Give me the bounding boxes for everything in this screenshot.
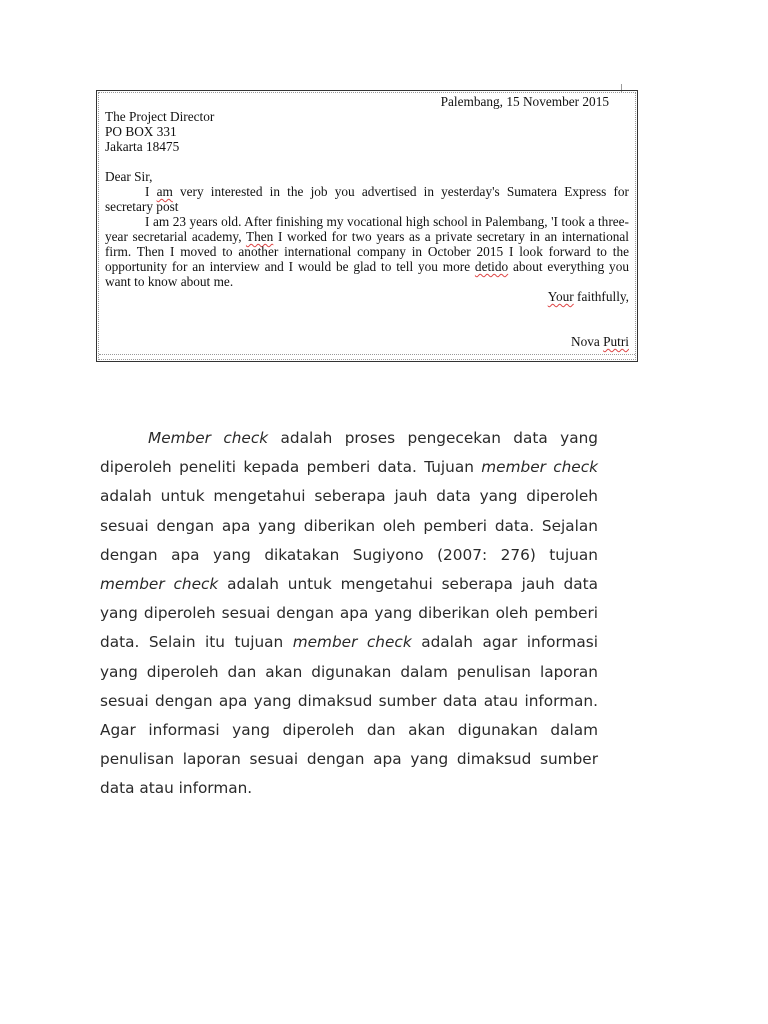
letter-paragraph-2 bbox=[105, 214, 629, 289]
italic-run: member check bbox=[481, 458, 598, 477]
letter-box bbox=[96, 90, 638, 362]
margin-guide-line bbox=[99, 354, 635, 355]
text-run: I worked for two years as a private secretary in an international firm. Then I moved to another international company in October 2015 I look forward to the opportunity for an interview and I would be glad to tell you more bbox=[105, 229, 629, 274]
spellcheck-word: am bbox=[156, 184, 173, 199]
text-run: I bbox=[145, 184, 157, 199]
text-run: adalah proses pengecekan data yang diperoleh peneliti kepada pemberi data. Tujuan bbox=[100, 429, 598, 477]
spellcheck-word: Putri bbox=[603, 334, 629, 349]
text-run: faithfully, bbox=[573, 289, 629, 304]
blank-line bbox=[105, 154, 629, 169]
italic-run: member check bbox=[100, 575, 219, 594]
spellcheck-word: Your bbox=[547, 289, 574, 304]
text-run: adalah untuk mengetahui seberapa jauh data yang diperoleh sesuai dengan apa yang diberikan oleh pemberi data. Sejalan dengan apa yang dikatakan Sugiyono (2007: 276) tujuan bbox=[100, 487, 598, 564]
italic-run: member check bbox=[292, 633, 412, 652]
letter-closing bbox=[105, 289, 629, 304]
salutation: Dear Sir, bbox=[105, 169, 153, 184]
text-run: very interested in the job you advertised in yesterday's Sumatera Express for secretary post bbox=[105, 184, 629, 214]
essay-body bbox=[100, 424, 598, 804]
recipient-line: The Project Director bbox=[105, 109, 215, 124]
italic-run: Member check bbox=[148, 429, 269, 447]
recipient-line: Jakarta 18475 bbox=[105, 139, 180, 154]
text-run: Nova bbox=[570, 334, 604, 349]
spellcheck-word: Then bbox=[245, 229, 274, 244]
text-run: adalah agar informasi yang diperoleh dan akan digunakan dalam penulisan laporan sesuai dengan apa yang dimaksud sumber data atau informan. Agar informasi yang diperoleh dan akan digunakan dalam penulisan laporan sesuai dengan apa yang dimaksud sumber data atau informan. bbox=[100, 633, 598, 798]
text-run: about everything you want to know about me. bbox=[105, 259, 629, 289]
letter-signature bbox=[571, 334, 629, 349]
text-run: adalah untuk mengetahui seberapa jauh data yang diperoleh sesuai dengan apa yang diberikan oleh pemberi data. Selain itu tujuan bbox=[100, 575, 599, 652]
text-run: I am 23 years old. After finishing my vocational high school in Palembang, 'I took a three-year secretarial academy, bbox=[105, 214, 629, 244]
letter-paragraph-1 bbox=[105, 184, 629, 214]
essay-paragraph bbox=[100, 424, 598, 804]
recipient-line: PO BOX 331 bbox=[105, 124, 177, 139]
spellcheck-word: detido bbox=[474, 259, 509, 274]
letter-date: Palembang, 15 November 2015 bbox=[440, 94, 609, 109]
